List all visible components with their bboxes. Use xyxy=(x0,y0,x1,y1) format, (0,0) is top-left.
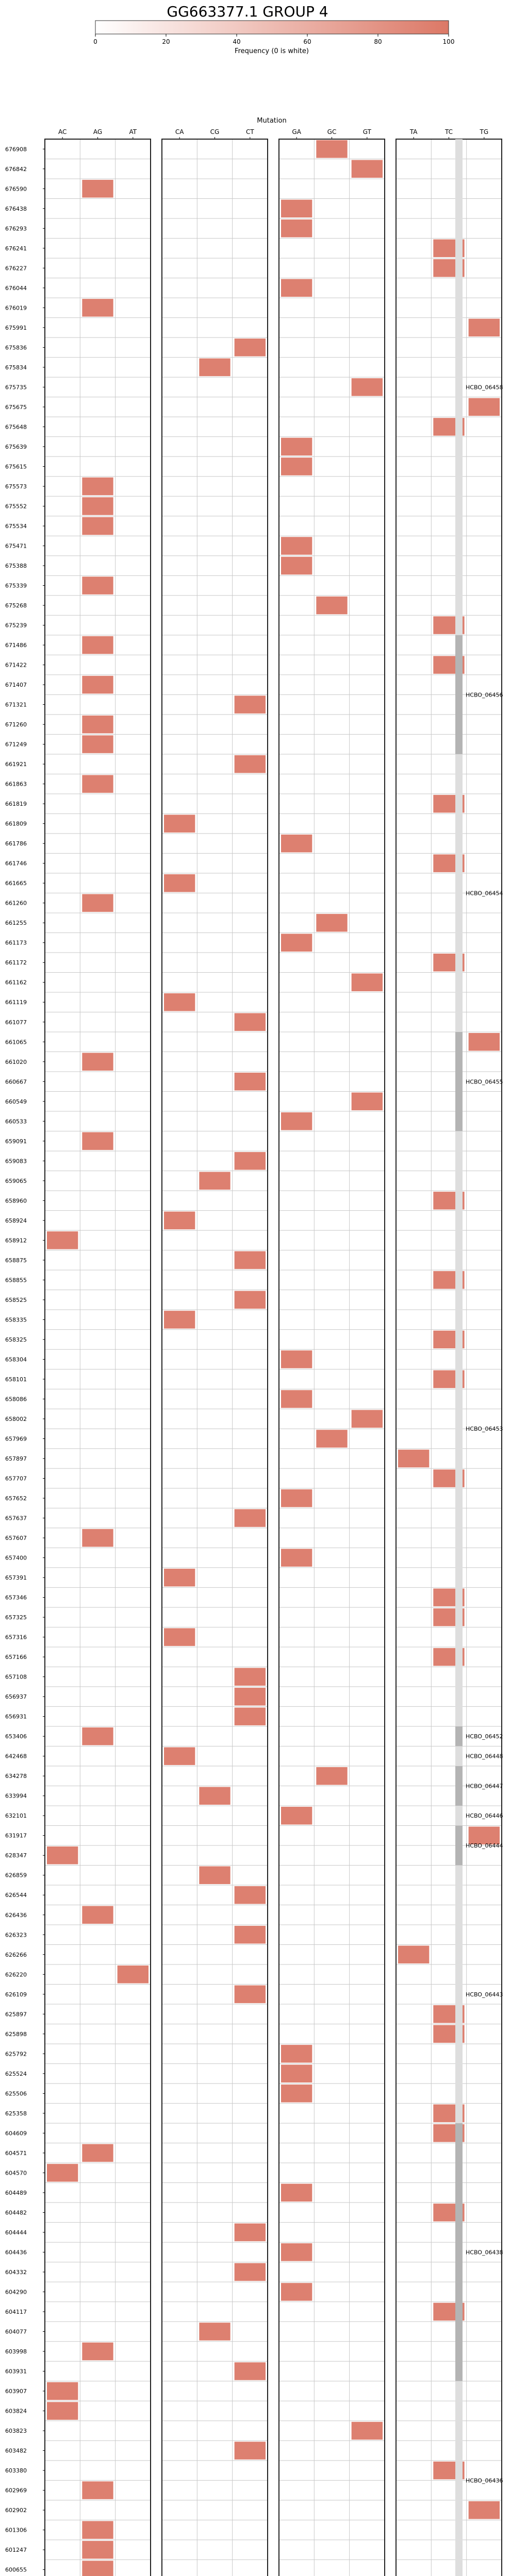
row-label: 657897 xyxy=(5,1455,27,1462)
heatmap-cell-676019-AG xyxy=(82,299,113,317)
heatmap-cell-675991-TG xyxy=(469,319,500,337)
row-label: 604332 xyxy=(5,2268,27,2276)
row-label: 657637 xyxy=(5,1515,27,1522)
row-label: 604482 xyxy=(5,2209,27,2216)
heatmap-cell-604489-GA xyxy=(281,2184,312,2202)
row-label: 676438 xyxy=(5,205,27,212)
row-label: 631917 xyxy=(5,1832,27,1839)
row-label: 660667 xyxy=(5,1078,27,1086)
row-label: 659065 xyxy=(5,1177,27,1184)
row-label: 632101 xyxy=(5,1812,27,1820)
heatmap-cell-661173-GA xyxy=(281,934,312,952)
heatmap-cell-675339-AG xyxy=(82,577,113,595)
heatmap-cell-661786-GA xyxy=(281,835,312,853)
row-label: 626323 xyxy=(5,1931,27,1939)
heatmap-cell-676908-GC xyxy=(316,140,347,158)
heatmap-cell-657607-AG xyxy=(82,1529,113,1547)
row-label: 671260 xyxy=(5,721,27,728)
heatmap-cell-675388-GA xyxy=(281,557,312,575)
row-label: 661260 xyxy=(5,900,27,907)
row-label: 675552 xyxy=(5,503,27,510)
heatmap-cell-675534-AG xyxy=(82,517,113,535)
heatmap-cell-603823-GT xyxy=(352,2422,383,2440)
row-label: 658304 xyxy=(5,1356,27,1363)
row-label: 658325 xyxy=(5,1336,27,1343)
row-label: 625524 xyxy=(5,2070,27,2077)
column-label-top: GT xyxy=(362,128,371,135)
row-label: 658002 xyxy=(5,1415,27,1422)
row-label: 658875 xyxy=(5,1257,27,1264)
row-label: 603931 xyxy=(5,2368,27,2375)
heatmap-cell-626859-CG xyxy=(199,1866,230,1884)
heatmap-cell-661255-GC xyxy=(316,914,347,932)
heatmap-cell-626544-CT xyxy=(235,1886,266,1904)
row-label: 661255 xyxy=(5,920,27,927)
heatmap-cell-604077-CG xyxy=(199,2323,230,2341)
row-label: 675991 xyxy=(5,324,27,331)
row-label: 657325 xyxy=(5,1614,27,1621)
row-label: 675573 xyxy=(5,483,27,490)
chart-title: GG663377.1 GROUP 4 xyxy=(167,3,328,20)
row-label: 603907 xyxy=(5,2388,27,2395)
colorbar-tick-label: 40 xyxy=(233,38,241,45)
row-label: 657707 xyxy=(5,1475,27,1482)
row-label: 625897 xyxy=(5,2011,27,2018)
heatmap-cell-603482-CT xyxy=(235,2442,266,2460)
colorbar-tick-label: 0 xyxy=(93,38,97,45)
row-label: 671486 xyxy=(5,642,27,649)
heatmap-cell-676293-GA xyxy=(281,219,312,238)
row-label: 675339 xyxy=(5,582,27,589)
row-label: 658912 xyxy=(5,1237,27,1244)
row-label: 653406 xyxy=(5,1733,27,1740)
heatmap-cell-604436-GA xyxy=(281,2243,312,2261)
heatmap-cell-675471-GA xyxy=(281,537,312,555)
heatmap-cell-676044-GA xyxy=(281,279,312,297)
heatmap-cell-625792-GA xyxy=(281,2045,312,2063)
row-label: 604436 xyxy=(5,2249,27,2256)
colorbar-tick-label: 60 xyxy=(303,38,311,45)
row-label: 658525 xyxy=(5,1296,27,1303)
group-label-HCBO_06444: HCBO_06444 xyxy=(466,1842,503,1849)
row-label: 661819 xyxy=(5,801,27,808)
panel-frame xyxy=(162,139,268,2576)
heatmap-cell-625506-GA xyxy=(281,2084,312,2103)
group-bars xyxy=(455,139,503,2576)
heatmap-cell-661020-AG xyxy=(82,1053,113,1071)
heatmap-cell-604290-GA xyxy=(281,2283,312,2301)
heatmap-cell-658525-CT xyxy=(235,1291,266,1309)
heatmap-cell-603907-AC xyxy=(47,2382,78,2400)
heatmap-cell-604571-AG xyxy=(82,2144,113,2162)
column-label-top: CT xyxy=(245,128,254,135)
heatmap-cell-659091-AG xyxy=(82,1132,113,1150)
heatmap-cell-602902-TG xyxy=(469,2501,500,2519)
heatmap-cell-661260-AG xyxy=(82,894,113,912)
row-label: 661665 xyxy=(5,880,27,887)
heatmap-cell-653406-AG xyxy=(82,1727,113,1745)
heatmap-cell-658304-GA xyxy=(281,1350,312,1368)
heatmap-cell-661809-CA xyxy=(164,815,195,833)
heatmap-cell-604570-AC xyxy=(47,2164,78,2182)
row-label: 661077 xyxy=(5,1019,27,1026)
row-label: 657969 xyxy=(5,1435,27,1443)
group-bar-HCBO_06444 xyxy=(455,1825,463,1865)
group-bar-HCBO_06458 xyxy=(455,139,463,635)
row-label: 661921 xyxy=(5,761,27,768)
heatmap-cell-661665-CA xyxy=(164,874,195,892)
group-label-HCBO_06454: HCBO_06454 xyxy=(466,890,503,897)
heatmap-cell-676842-GT xyxy=(352,160,383,178)
column-label-top: GA xyxy=(292,128,301,135)
column-label-top: TA xyxy=(409,128,418,135)
heatmap-cell-657400-GA xyxy=(281,1549,312,1567)
row-label: 601306 xyxy=(5,2527,27,2534)
heatmap-cell-603931-CT xyxy=(235,2362,266,2380)
row-label: 603823 xyxy=(5,2428,27,2435)
row-label: 604570 xyxy=(5,2170,27,2177)
row-label: 676044 xyxy=(5,284,27,292)
row-label: 657391 xyxy=(5,1574,27,1582)
row-label: 661020 xyxy=(5,1058,27,1065)
row-label: 601247 xyxy=(5,2547,27,2554)
heatmap-cells xyxy=(47,140,500,2576)
heatmap-cell-661921-CT xyxy=(235,755,266,773)
row-label: 675836 xyxy=(5,344,27,351)
row-label: 661162 xyxy=(5,979,27,986)
row-label: 676019 xyxy=(5,304,27,312)
group-label-HCBO_06446: HCBO_06446 xyxy=(466,1812,503,1820)
group-label-HCBO_06438: HCBO_06438 xyxy=(466,2249,503,2256)
heatmap-cell-657897-TA xyxy=(398,1450,429,1468)
row-label: 604290 xyxy=(5,2289,27,2296)
row-label: 660549 xyxy=(5,1098,27,1105)
heatmap-cell-657969-GC xyxy=(316,1430,347,1448)
heatmap-cell-675268-GC xyxy=(316,597,347,615)
heatmap-cell-675836-CT xyxy=(235,338,266,357)
heatmap-cell-657652-GA xyxy=(281,1489,312,1507)
row-label: 659083 xyxy=(5,1158,27,1165)
heatmap-cell-626323-CT xyxy=(235,1926,266,1944)
group-label-HCBO_06453: HCBO_06453 xyxy=(466,1426,503,1433)
row-label: 671422 xyxy=(5,662,27,669)
row-label: 676842 xyxy=(5,165,27,173)
column-label-top: TG xyxy=(480,128,489,135)
row-label: 675834 xyxy=(5,364,27,371)
heatmap-cell-642468-CA xyxy=(164,1747,195,1765)
row-label: 657346 xyxy=(5,1594,27,1601)
row-label: 657652 xyxy=(5,1495,27,1502)
row-label: 658855 xyxy=(5,1277,27,1284)
row-label: 625506 xyxy=(5,2090,27,2097)
x-axis-title-top: Mutation xyxy=(257,117,287,125)
row-label: 661173 xyxy=(5,939,27,946)
row-label: 626859 xyxy=(5,1872,27,1879)
colorbar-ticks xyxy=(93,34,454,45)
row-label: 671321 xyxy=(5,701,27,708)
colorbar-tick-label: 80 xyxy=(374,38,382,45)
row-label: 602902 xyxy=(5,2507,27,2514)
heatmap-cell-657108-CT xyxy=(235,1668,266,1686)
heatmap-cell-657316-CA xyxy=(164,1628,195,1646)
heatmap-cell-676590-AG xyxy=(82,180,113,198)
heatmap-cell-671249-AG xyxy=(82,735,113,753)
row-label: 661863 xyxy=(5,781,27,788)
heatmap-cell-675675-TG xyxy=(469,398,500,416)
heatmap-cell-675834-CG xyxy=(199,359,230,377)
row-label: 675534 xyxy=(5,522,27,530)
heatmap-cell-626220-AT xyxy=(118,1965,149,1984)
row-label: 656931 xyxy=(5,1713,27,1720)
group-label-HCBO_06448: HCBO_06448 xyxy=(466,1753,503,1760)
heatmap-cell-671260-AG xyxy=(82,716,113,734)
group-bar-HCBO_06448 xyxy=(455,1746,463,1766)
row-label: 604489 xyxy=(5,2189,27,2196)
heatmap-cell-661162-GT xyxy=(352,973,383,991)
group-bar-HCBO_06436 xyxy=(455,2381,463,2576)
group-bar-HCBO_06443 xyxy=(455,1865,463,2123)
heatmap-cell-602969-AG xyxy=(82,2481,113,2499)
heatmap-cell-661065-TG xyxy=(469,1033,500,1051)
row-label: 625898 xyxy=(5,2030,27,2038)
group-bar-HCBO_06453 xyxy=(455,1131,463,1726)
row-label: 604077 xyxy=(5,2328,27,2335)
group-bar-HCBO_06455 xyxy=(455,1032,463,1131)
row-label: 675239 xyxy=(5,622,27,629)
group-bar-HCBO_06456 xyxy=(455,635,463,754)
colorbar-gradient xyxy=(95,21,449,34)
heatmap-cell-656937-CT xyxy=(235,1688,266,1706)
heatmap-cell-634278-GC xyxy=(316,1767,347,1785)
heatmap-cell-675573-AG xyxy=(82,478,113,496)
heatmap-cell-676438-GA xyxy=(281,200,312,218)
heatmap-cell-604332-CT xyxy=(235,2263,266,2281)
row-label: 661172 xyxy=(5,959,27,967)
colorbar-label: Frequency (0 is white) xyxy=(235,47,309,55)
row-label: 675735 xyxy=(5,384,27,391)
row-label: 625358 xyxy=(5,2110,27,2117)
row-label: 676241 xyxy=(5,245,27,252)
heatmap-cell-661077-CT xyxy=(235,1013,266,1031)
heatmap-cell-603824-AC xyxy=(47,2402,78,2420)
row-label: 657108 xyxy=(5,1673,27,1681)
row-label: 658924 xyxy=(5,1217,27,1224)
row-label: 625792 xyxy=(5,2050,27,2058)
row-label: 604444 xyxy=(5,2229,27,2236)
column-label-top: CA xyxy=(175,128,184,135)
row-label: 676590 xyxy=(5,185,27,193)
row-label: 633994 xyxy=(5,1792,27,1800)
heatmap-cell-661119-CA xyxy=(164,993,195,1011)
heatmap-cell-626266-TA xyxy=(398,1946,429,1964)
heatmap-cell-659065-CG xyxy=(199,1172,230,1190)
colorbar xyxy=(93,21,454,55)
row-label: 603380 xyxy=(5,2467,27,2475)
heatmap-cell-658912-AC xyxy=(47,1231,78,1249)
row-label: 660533 xyxy=(5,1118,27,1125)
row-label: 626266 xyxy=(5,1951,27,1958)
group-label-HCBO_06455: HCBO_06455 xyxy=(466,1078,503,1086)
group-label-HCBO_06447: HCBO_06447 xyxy=(466,1783,503,1790)
row-label: 634278 xyxy=(5,1773,27,1780)
row-label: 628347 xyxy=(5,1852,27,1859)
heatmap-cell-675639-GA xyxy=(281,438,312,456)
row-label: 626220 xyxy=(5,1971,27,1978)
heatmap-cell-658924-CA xyxy=(164,1212,195,1230)
group-label-HCBO_06452: HCBO_06452 xyxy=(466,1733,503,1740)
row-label: 671407 xyxy=(5,682,27,689)
heatmap-cell-660533-GA xyxy=(281,1112,312,1130)
row-label: 603824 xyxy=(5,2408,27,2415)
heatmap-cell-632101-GA xyxy=(281,1807,312,1825)
row-label: 658335 xyxy=(5,1316,27,1324)
row-label: 661065 xyxy=(5,1039,27,1046)
row-label: 603482 xyxy=(5,2447,27,2454)
group-bar-HCBO_06454 xyxy=(455,754,463,1032)
heatmap-cell-633994-CG xyxy=(199,1787,230,1805)
heatmap-cell-626436-AG xyxy=(82,1906,113,1924)
row-label: 626109 xyxy=(5,1991,27,1998)
column-label-top: TC xyxy=(444,128,453,135)
group-label-HCBO_06458: HCBO_06458 xyxy=(466,384,503,391)
group-label-HCBO_06436: HCBO_06436 xyxy=(466,2477,503,2484)
column-label-top: AC xyxy=(58,128,67,135)
row-label: 658101 xyxy=(5,1376,27,1383)
row-label: 661809 xyxy=(5,820,27,827)
row-label: 676293 xyxy=(5,225,27,232)
heatmap-cell-604444-CT xyxy=(235,2224,266,2242)
heatmap-cell-600655-AG xyxy=(82,2561,113,2576)
row-label: 661119 xyxy=(5,999,27,1006)
row-label: 675639 xyxy=(5,443,27,450)
row-label: 675615 xyxy=(5,463,27,470)
group-bar-HCBO_06446 xyxy=(455,1806,463,1826)
heatmap-cell-675552-AG xyxy=(82,497,113,515)
heatmap-cell-660549-GT xyxy=(352,1093,383,1111)
group-bar-HCBO_06438 xyxy=(455,2123,463,2381)
heatmap-cell-671321-CT xyxy=(235,696,266,714)
heatmap-cell-675735-GT xyxy=(352,378,383,396)
row-label: 602969 xyxy=(5,2487,27,2494)
row-label: 657166 xyxy=(5,1654,27,1661)
row-label: 661786 xyxy=(5,840,27,848)
row-label: 676227 xyxy=(5,265,27,272)
row-label: 604571 xyxy=(5,2149,27,2157)
row-label: 675471 xyxy=(5,543,27,550)
panel-C xyxy=(162,128,268,2576)
heatmap-cell-658002-GT xyxy=(352,1410,383,1428)
row-label: 656937 xyxy=(5,1693,27,1701)
row-label: 603998 xyxy=(5,2348,27,2355)
heatmap-cell-659083-CT xyxy=(235,1152,266,1170)
heatmap-cell-603998-AG xyxy=(82,2343,113,2361)
heatmap-cell-601247-AG xyxy=(82,2541,113,2559)
heatmap-cell-601306-AG xyxy=(82,2521,113,2539)
heatmap-cell-657391-CA xyxy=(164,1569,195,1587)
row-label: 626544 xyxy=(5,1892,27,1899)
row-label: 642468 xyxy=(5,1753,27,1760)
row-label: 658086 xyxy=(5,1396,27,1403)
column-label-top: AG xyxy=(93,128,103,135)
column-label-top: CG xyxy=(210,128,220,135)
column-label-top: AT xyxy=(129,128,137,135)
row-label: 657400 xyxy=(5,1554,27,1562)
heatmap-panels xyxy=(45,128,502,2576)
group-label-HCBO_06456: HCBO_06456 xyxy=(466,691,503,699)
heatmap-cell-658086-GA xyxy=(281,1390,312,1408)
heatmap-cell-671407-AG xyxy=(82,676,113,694)
row-label: 659091 xyxy=(5,1138,27,1145)
colorbar-tick-label: 20 xyxy=(162,38,170,45)
row-label: 604609 xyxy=(5,2130,27,2137)
row-label: 671249 xyxy=(5,741,27,748)
heatmap-cell-671486-AG xyxy=(82,636,113,654)
row-labels xyxy=(5,146,45,2576)
row-label: 675388 xyxy=(5,562,27,569)
panel-A xyxy=(45,128,151,2576)
row-label: 661746 xyxy=(5,860,27,867)
colorbar-tick-label: 100 xyxy=(442,38,455,45)
heatmap-cell-658875-CT xyxy=(235,1251,266,1269)
row-label: 657316 xyxy=(5,1634,27,1641)
row-label: 658960 xyxy=(5,1197,27,1205)
group-bar-HCBO_06452 xyxy=(455,1726,463,1747)
heatmap-cell-625524-GA xyxy=(281,2065,312,2083)
heatmap-cell-626109-CT xyxy=(235,1986,266,2004)
heatmap-cell-660667-CT xyxy=(235,1073,266,1091)
row-label: 657607 xyxy=(5,1535,27,1542)
row-label: 676908 xyxy=(5,146,27,153)
group-label-HCBO_06443: HCBO_06443 xyxy=(466,1991,503,1998)
heatmap-cell-658335-CA xyxy=(164,1311,195,1329)
group-bar-HCBO_06447 xyxy=(455,1766,463,1806)
row-label: 675648 xyxy=(5,423,27,431)
heatmap-cell-657637-CT xyxy=(235,1509,266,1527)
heatmap-cell-656931-CT xyxy=(235,1707,266,1725)
heatmap-cell-675615-GA xyxy=(281,457,312,476)
column-label-top: GC xyxy=(327,128,337,135)
row-label: 626436 xyxy=(5,1911,27,1919)
heatmap-cell-628347-AC xyxy=(47,1846,78,1865)
row-label: 675675 xyxy=(5,403,27,411)
row-label: 675268 xyxy=(5,602,27,609)
heatmap-cell-631917-TG xyxy=(469,1826,500,1844)
row-label: 600655 xyxy=(5,2566,27,2573)
heatmap-cell-661863-AG xyxy=(82,775,113,793)
row-label: 604117 xyxy=(5,2308,27,2315)
